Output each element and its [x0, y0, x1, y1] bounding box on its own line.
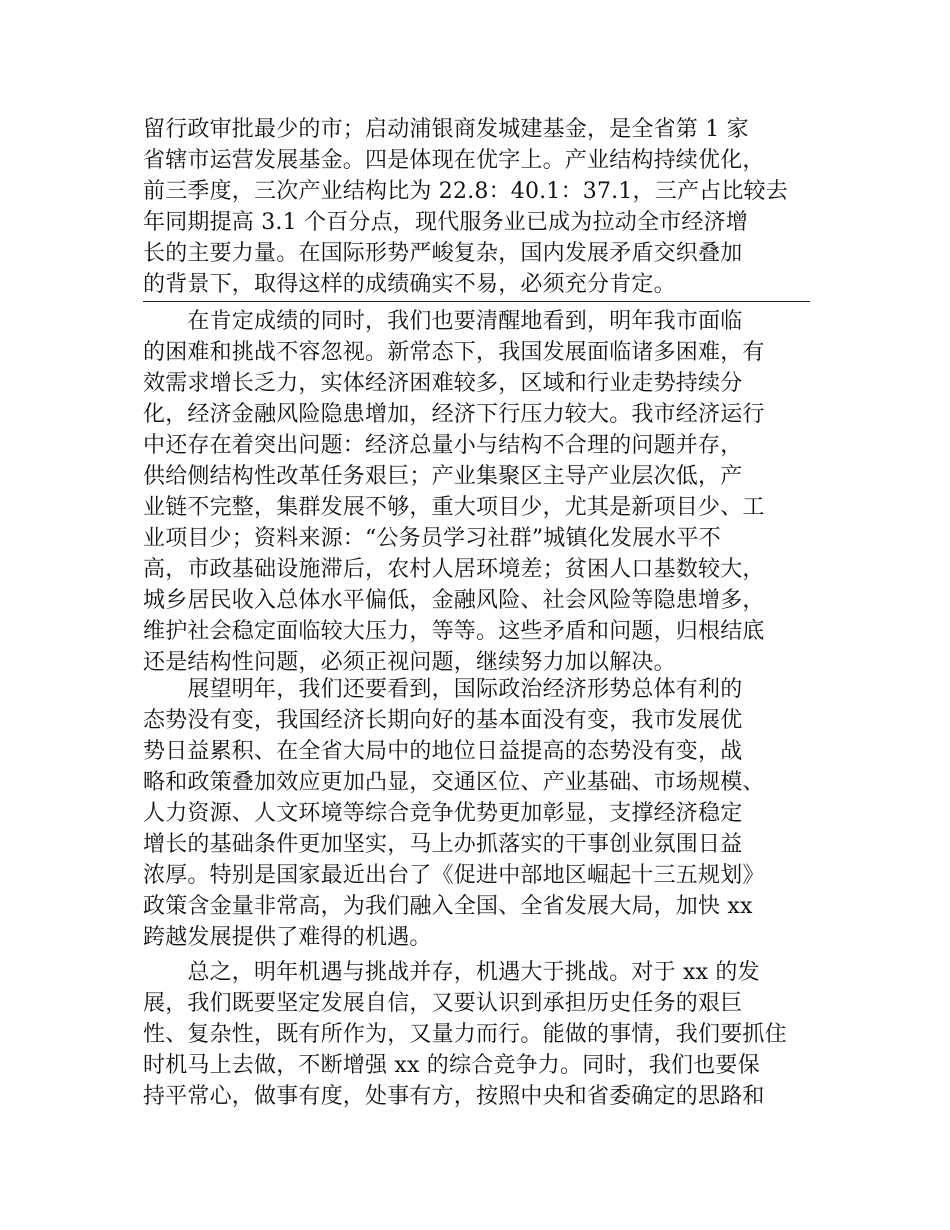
text-line: 增长的基础条件更加坚实，马上办抓落实的干事创业氛围日益 [143, 832, 743, 857]
text-line: 浓厚。特别是国家最近出台了《促进中部地区崛起十三五规划》 [143, 863, 765, 888]
text-line: 跨越发展提供了难得的机遇。 [143, 925, 432, 950]
text-line: 时机马上去做，不断增强 xx 的综合竞争力。同时，我们也要保 [143, 1053, 760, 1078]
text-line: 留行政审批最少的市；启动浦银商发城建基金，是全省第 1 家 [143, 117, 749, 142]
text-line: 势日益累积、在全省大局中的地位日益提高的态势没有变，战 [143, 739, 743, 764]
text-line: 持平常心，做事有度，处事有方，按照中央和省委确定的思路和 [143, 1084, 765, 1109]
text-line: 中还存在着突出问题：经济总量小与结构不合理的问题并存， [143, 433, 743, 458]
divider-line [143, 301, 810, 302]
text-line: 长的主要力量。在国际形势严峻复杂，国内发展矛盾交织叠加 [143, 241, 743, 266]
text-line: 前三季度，三次产业结构比为 22.8：40.1：37.1，三产占比较去 [143, 179, 788, 204]
paragraph-1 [143, 114, 810, 300]
text-line: 政策含金量非常高，为我们融入全国、全省发展大局，加快 xx [143, 894, 753, 919]
text-line: 供给侧结构性改革任务艰巨；产业集聚区主导产业层次低，产 [143, 464, 743, 489]
text-line: 业项目少；资料来源：“公务员学习社群”城镇化发展水平不 [143, 526, 721, 551]
text-line: 高，市政基础设施滞后，农村人居环境差；贫困人口基数较大， [143, 557, 765, 582]
text-line: 态势没有变，我国经济长期向好的基本面没有变，我市发展优 [143, 708, 743, 733]
text-line: 略和政策叠加效应更加凸显，交通区位、产业基础、市场规模、 [143, 770, 765, 795]
text-line: 的背景下，取得这样的成绩确实不易，必须充分肯定。 [143, 272, 676, 297]
text-line: 的困难和挑战不容忽视。新常态下，我国发展面临诸多困难，有 [143, 340, 765, 365]
text-line: 城乡居民收入总体水平偏低，金融风险、社会风险等隐患增多， [143, 588, 765, 613]
text-line: 年同期提高 3.1 个百分点，现代服务业已成为拉动全市经济增 [143, 210, 748, 235]
text-line: 性、复杂性，既有所作为，又量力而行。能做的事情，我们要抓住 [143, 1022, 787, 1047]
text-line: 省辖市运营发展基金。四是体现在优字上。产业结构持续优化， [143, 148, 765, 173]
text-line: 总之，明年机遇与挑战并存，机遇大于挑战。对于 xx 的发 [143, 960, 760, 985]
text-line: 维护社会稳定面临较大压力，等等。这些矛盾和问题，归根结底 [143, 619, 765, 644]
text-line: 在肯定成绩的同时，我们也要清醒地看到，明年我市面临 [143, 309, 743, 334]
paragraph-2 [143, 306, 810, 678]
text-line: 展，我们既要坚定发展自信，又要认识到承担历史任务的艰巨 [143, 991, 743, 1016]
text-line: 业链不完整，集群发展不够，重大项目少，尤其是新项目少、工 [143, 495, 765, 520]
paragraph-3 [143, 674, 810, 953]
text-line: 化，经济金融风险隐患增加，经济下行压力较大。我市经济运行 [143, 402, 765, 427]
text-line: 展望明年，我们还要看到，国际政治经济形势总体有利的 [143, 677, 743, 702]
text-line: 效需求增长乏力，实体经济困难较多，区域和行业走势持续分 [143, 371, 743, 396]
paragraph-4 [143, 957, 810, 1112]
text-line: 人力资源、人文环境等综合竞争优势更加彰显，支撑经济稳定 [143, 801, 743, 826]
text-line: 还是结构性问题，必须正视问题，继续努力加以解决。 [143, 650, 676, 675]
